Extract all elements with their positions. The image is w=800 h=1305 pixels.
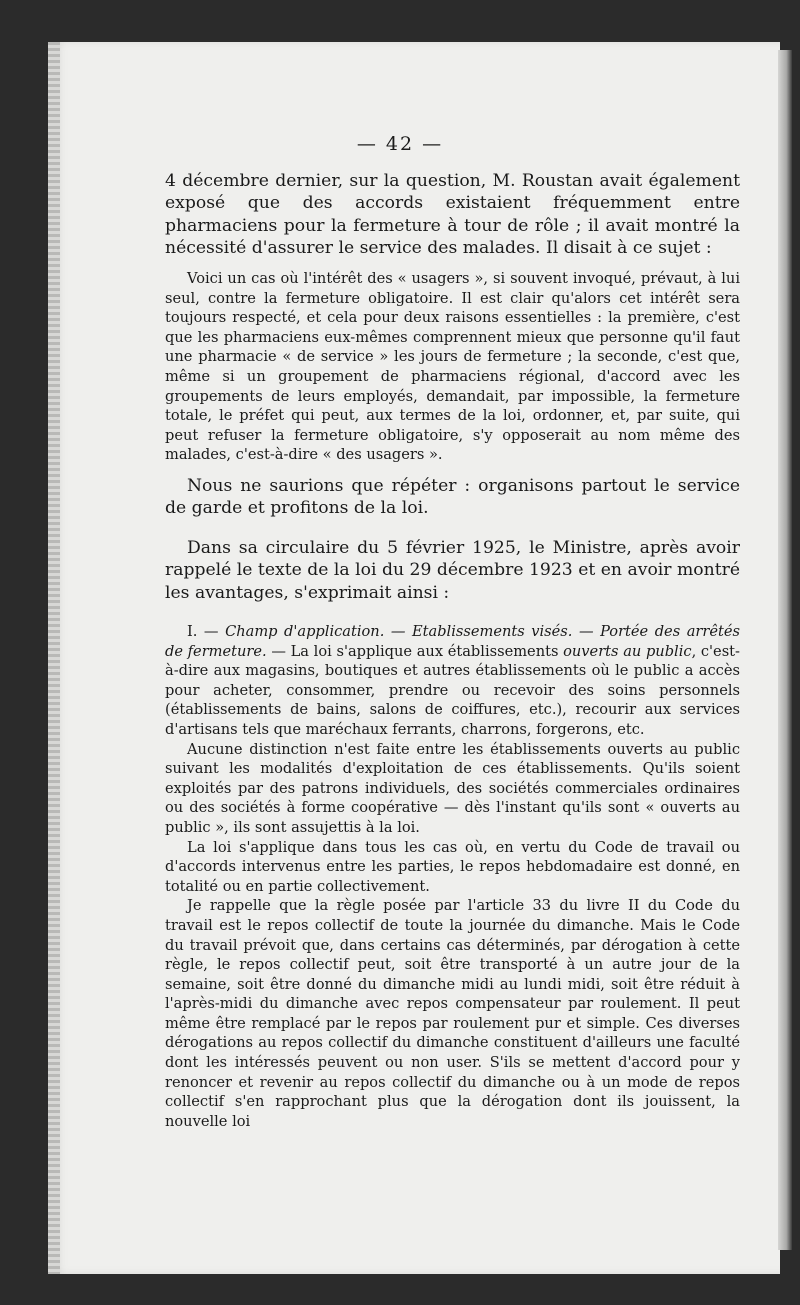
circular-excerpt xyxy=(165,622,740,1131)
italic-term: ouverts au public xyxy=(563,642,692,660)
circular-paragraph-1 xyxy=(165,622,740,740)
body-paragraph-1 xyxy=(165,170,740,259)
text-run: , c'est-à-dire aux magasins, boutiques et autres établissements où le public a accès pour acheter, consommer, prendre ou recevoir des soins personnels (établissements de bains, salons de coiffures, etc.), recourir aux services d'artisans tels que maréchaux ferrants, charrons, forgerons, etc. xyxy=(165,642,740,738)
circular-paragraph-2: Aucune distinction n'est faite entre les établissements ouverts au public suivant les modalités d'exploitation de ces établissements. Qu'ils soient exploités par des patrons individuels, des sociétés commerciales ordinaires ou des sociétés à forme coopérative — dès l'instant qu'ils sont « ouverts au public », ils sont assujettis à la loi. xyxy=(165,740,740,836)
binding-edge xyxy=(48,42,60,1274)
block-quote xyxy=(165,269,740,465)
paragraph-text: 4 décembre dernier, sur la question, M. Roustan avait également exposé que des accords existaient fréquemment entre pharmaciens pour la fermeture à tour de rôle ; il avait montré la nécessité d'assurer le service des malades. Il disait à ce sujet : xyxy=(165,171,740,258)
page-edge xyxy=(778,50,792,1250)
quote-text: Voici un cas où l'intérêt des « usagers », si souvent invoqué, prévaut, à lui seul, contre la fermeture obligatoire. Il est clair qu'alors cet intérêt sera toujours respecté, et cela pour deux raisons essentielles : la première, c'est que les pharmaciens eux-mêmes comprennent mieux que personne qu'il faut une pharmacie « de service » les jours de fermeture ; la seconde, c'est que, même si un groupement de pharmaciens régional, d'accord avec les groupements de leurs employés, demandait, par impossible, la fermeture totale, le préfet qui peut, aux termes de la loi, ordonner, et, par suite, qui peut refuser la fermeture obligatoire, s'y opposerait au nom même des malades, c'est-à-dire « des usagers ». xyxy=(165,270,740,464)
body-paragraph-3 xyxy=(165,537,740,604)
circular-paragraph-4: Je rappelle que la règle posée par l'article 33 du livre II du Code du travail est le repos collectif de toute la journée du dimanche. Mais le Code du travail prévoit que, dans certains cas déterminés, par dérogation à cette règle, le repos collectif peut, soit être transporté à un autre jour de la semaine, soit être donné du dimanche midi au lundi midi, soit être réduit à l'après-midi du dimanche avec repos compensateur par roulement. Il peut même être remplacé par le repos par roulement pur et simple. Ces diverses dérogations au repos collectif du dimanche constituent d'ailleurs une faculté dont les intéressés peuvent ou non user. S'ils se mettent d'accord pour y renoncer et revenir au repos collectif du dimanche ou à un mode de repos collectif s'en rapprochant plus que la dérogation dont ils jouissent, la nouvelle loi xyxy=(165,897,740,1130)
paragraph-text: Nous ne saurions que répéter : organisons partout le service de garde et profitons de la loi. xyxy=(165,476,740,519)
page-number: — 42 — xyxy=(356,133,444,155)
section-number: I. — xyxy=(187,623,226,640)
body-paragraph-2 xyxy=(165,475,740,520)
circular-paragraph-3: La loi s'applique dans tous les cas où, en vertu du Code de travail ou d'accords intervenus entre les parties, le repos hebdomadaire est donné, en totalité ou en partie collectivement. xyxy=(165,838,740,895)
text-run: — La loi s'applique aux établissements xyxy=(266,642,564,660)
section-title: Champ d'application. — Etablissements visés. — Portée des arrêtés de fermeture. xyxy=(165,623,740,660)
paragraph-text: Dans sa circulaire du 5 février 1925, le Ministre, après avoir rappelé le texte de la loi du 29 décembre 1923 et en avoir montré les avantages, s'exprimait ainsi : xyxy=(165,538,740,603)
